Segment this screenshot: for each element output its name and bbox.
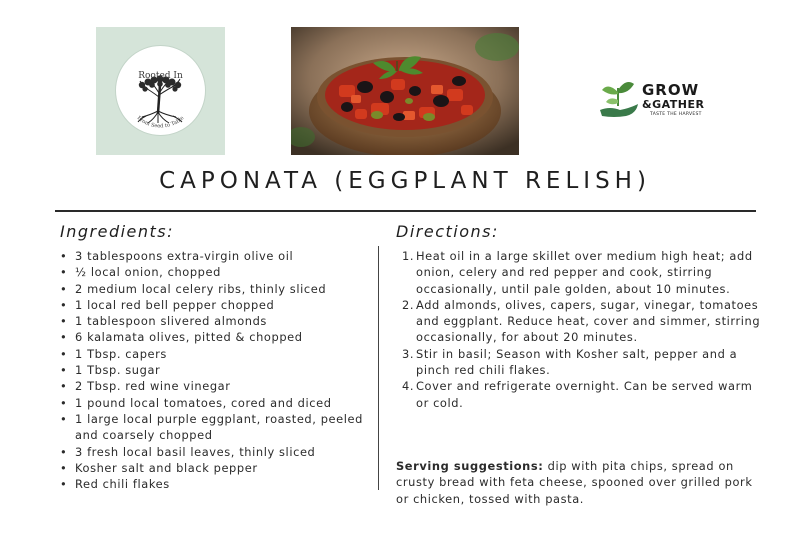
step-number: 4. xyxy=(402,379,415,394)
step-number: 3. xyxy=(402,346,415,361)
ingredient-item: • 3 tablespoons extra-virgin olive oil xyxy=(60,248,375,264)
logo-line2: &GATHER xyxy=(642,98,705,111)
column-divider xyxy=(378,246,379,490)
serving-label: Serving suggestions: xyxy=(396,459,544,473)
sprout-hand-icon xyxy=(596,76,642,122)
ingredients-heading: Ingredients: xyxy=(60,222,175,241)
serving-suggestions xyxy=(396,458,768,507)
logo-tagline: From Seed to Table xyxy=(135,115,186,130)
ingredient-item: • Kosher salt and black pepper xyxy=(60,460,375,476)
logo-title: Rooted In xyxy=(138,71,183,81)
recipe-title: CAPONATA (EGGPLANT RELISH) xyxy=(159,168,651,194)
title-divider xyxy=(55,210,756,212)
ingredient-item: • 1 local red bell pepper chopped xyxy=(60,297,375,313)
ingredients-list xyxy=(60,248,375,492)
direction-step xyxy=(402,346,762,379)
ingredient-item: • 1 Tbsp. sugar xyxy=(60,362,375,378)
grow-gather-logo xyxy=(596,74,726,124)
logo-line1: GROW xyxy=(642,81,700,99)
step-number: 1. xyxy=(402,249,415,263)
ingredient-item: • 3 fresh local basil leaves, thinly sliced xyxy=(60,444,375,460)
step-text: Heat oil in a large skillet over medium high heat; add onion, celery and red pepper and cook, stirring occasionally, until pale golden, about 10 minutes. xyxy=(416,249,753,296)
step-number: 2. xyxy=(402,297,415,312)
ingredient-item: • 6 kalamata olives, pitted & chopped xyxy=(60,329,375,345)
ingredient-item: • Red chili flakes xyxy=(60,476,375,492)
step-text: Add almonds, olives, capers, sugar, vinegar, tomatoes and eggplant. Reduce heat, cover and simmer, stirring occasionally, for about 20 minutes. xyxy=(416,297,761,345)
ingredient-item: • 1 pound local tomatoes, cored and diced xyxy=(60,395,375,411)
logo-tagline-right: TASTE THE HARVEST xyxy=(650,112,702,117)
ingredient-item: • 1 Tbsp. capers xyxy=(60,346,375,362)
ingredient-item: • ½ local onion, chopped xyxy=(60,264,375,280)
step-text: Cover and refrigerate overnight. Can be served warm or cold. xyxy=(416,379,753,410)
direction-step xyxy=(402,378,762,411)
direction-step xyxy=(402,248,762,297)
serving-text: dip with pita chips, spread on crusty bread with feta cheese, spooned over grilled pork or chicken, tossed with pasta. xyxy=(396,459,753,506)
direction-step xyxy=(402,297,762,346)
rooted-in-logo xyxy=(96,27,225,155)
directions-heading: Directions: xyxy=(396,222,499,241)
ingredient-item: • 2 Tbsp. red wine vinegar xyxy=(60,378,375,394)
ingredient-item: • 2 medium local celery ribs, thinly sliced xyxy=(60,281,375,297)
ingredient-item: • 1 large local purple eggplant, roasted, peeled and coarsely chopped xyxy=(60,411,375,444)
ingredient-item: • 1 tablespoon slivered almonds xyxy=(60,313,375,329)
step-text: Stir in basil; Season with Kosher salt, pepper and a pinch red chili flakes. xyxy=(416,346,738,378)
tree-icon xyxy=(96,27,225,155)
directions-list xyxy=(402,248,762,411)
caponata-photo xyxy=(291,27,519,155)
